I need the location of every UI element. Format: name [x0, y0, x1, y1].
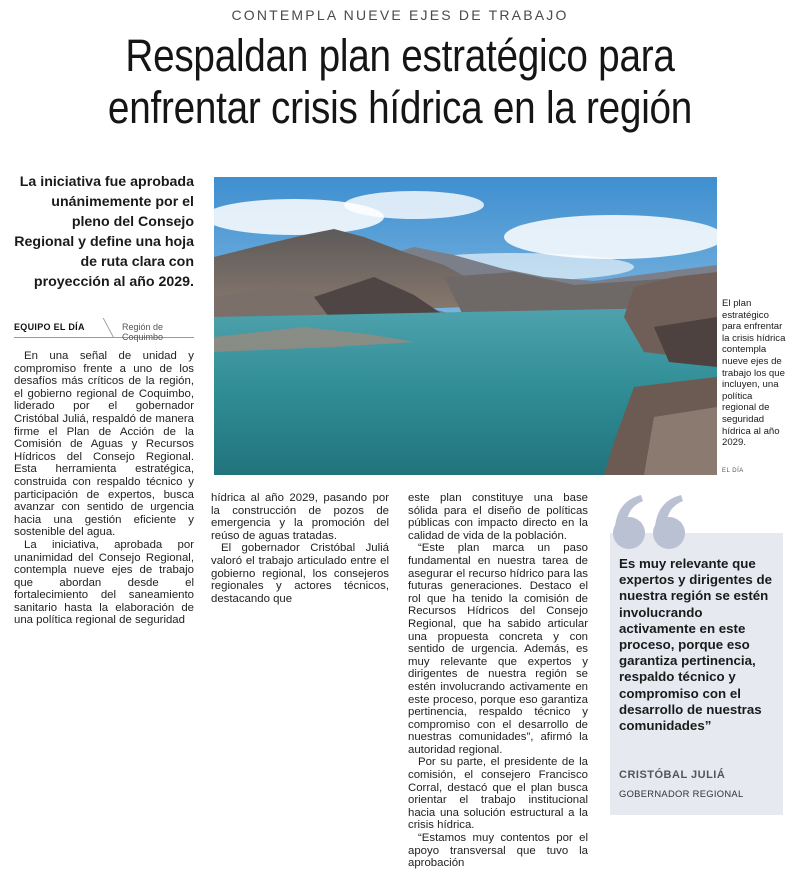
lead-paragraph: La iniciativa fue aprobada unánimemente por el pleno del Consejo Regional y define una hoja de ruta clara con proyección al año 2029.: [14, 174, 194, 290]
kicker: CONTEMPLA NUEVE EJES DE TRABAJO: [231, 7, 569, 23]
headline-line-1: Respaldan plan estratégico para: [125, 30, 675, 81]
paragraph: El gobernador Cristóbal Juliá valoró el trabajo articulado entre el gobierno regional, los consejeros regionales y actores técnicos, destacando que: [211, 542, 389, 605]
quote-mark-icon: [611, 493, 691, 551]
paragraph: hídrica al año 2029, pasando por la construcción de pozos de emergencia y la promoción del reúso de aguas tratadas.: [211, 492, 389, 542]
body-column-2: [211, 492, 389, 605]
body-column-1: [14, 350, 194, 627]
paragraph: “Este plan marca un paso fundamental en nuestra tarea de asegurar el recurso hídrico para las futuras generaciones. Destaco el rol que ha tenido la comisión de Recursos Hídricos del Consejo Regional, que ha sabido articular una propuesta concreta y con sentido de urgencia. Además, es muy relevante que expertos y dirigentes de nuestra región se estén involucrando activamente en este proceso, porque eso garantiza pertinencia, respaldo técnico y compromiso con el desarrollo de nuestras comunidades”, afirmó la autoridad regional.: [408, 542, 588, 756]
paragraph: este plan constituye una base sólida para el diseño de políticas públicas con impacto directo en la calidad de vida de la población.: [408, 492, 588, 542]
reservoir-photo-icon: [214, 177, 717, 475]
paragraph: La iniciativa, aprobada por unanimidad del Consejo Regional, contempla nueve ejes de trabajo que abordan desde el fortalecimiento del saneamiento sanitario hasta la elaboración de una política regional de seguridad: [14, 538, 194, 627]
headline-line-2: enfrentar crisis hídrica en la región: [107, 82, 693, 133]
body-column-3: [408, 492, 588, 870]
photo-caption: El plan estratégico para enfrentar la crisis hídrica contempla nueve ejes de trabajo los que incluyen, una política regional de seguridad hídrica al año 2029.: [722, 298, 786, 449]
paragraph: “Estamos muy contentos por el apoyo transversal que tuvo la aprobación: [408, 832, 588, 870]
quote-name: CRISTÓBAL JULIÁ: [619, 769, 726, 781]
paragraph: Por su parte, el presidente de la comisión, el consejero Francisco Corral, destacó que el plan busca orientar el trabajo institucional hacia una solución estructural a la crisis hídrica.: [408, 756, 588, 832]
quote-text: Es muy relevante que expertos y dirigentes de nuestra región se estén involucrando activamente en este proceso, porque eso garantiza pertinencia, respaldo técnico y compromiso con el desarrollo de nuestras comunidades”: [619, 556, 772, 734]
photo: [214, 177, 717, 475]
byline-region: Región de Coquimbo: [122, 322, 164, 342]
headline: [68, 30, 732, 134]
byline-author: EQUIPO EL DÍA: [14, 322, 85, 332]
photo-credit: EL DÍA: [722, 468, 744, 474]
byline: [14, 318, 194, 342]
paragraph: En una señal de unidad y compromiso frente a uno de los desafíos más críticos de la región, el gobierno regional de Coquimbo, liderado por el gobernador Cristóbal Juliá, respaldó de manera firme el Plan de Acción de la Comisión de Aguas y Recursos Hídricos del Consejo Regional. Esta herramienta estratégica, construida con respaldo técnico y participación de expertos, busca avanzar con sentido de urgencia hacia una gestión eficiente y sostenible del agua.: [14, 350, 194, 539]
quote-role: GOBERNADOR REGIONAL: [619, 788, 744, 799]
